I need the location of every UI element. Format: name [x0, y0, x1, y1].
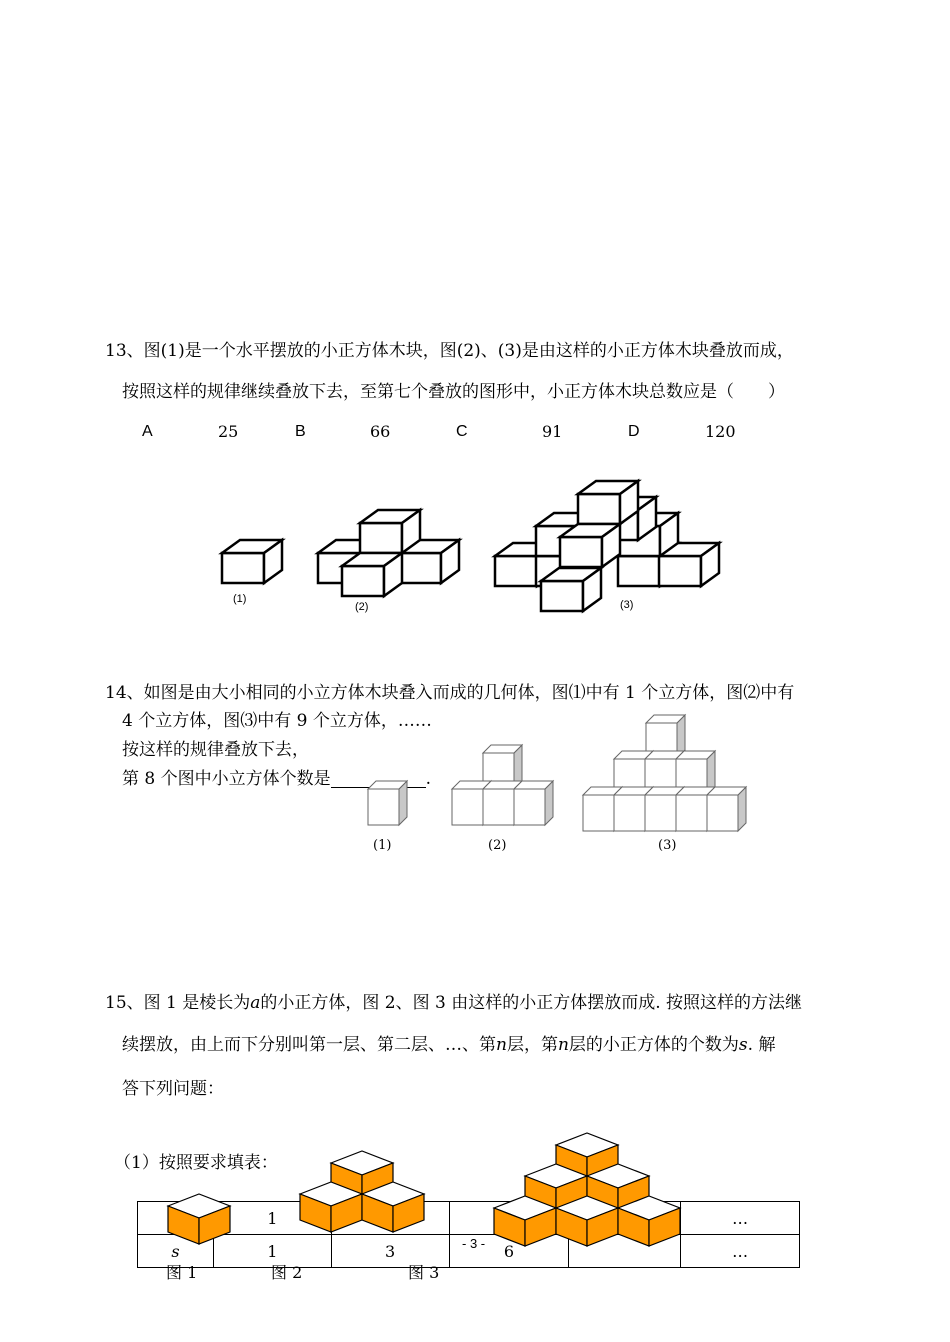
- q13-option-b-value: 66: [370, 422, 391, 441]
- q13-fig2-label: (2): [355, 601, 369, 613]
- q14-line4-end: .: [425, 769, 432, 789]
- table-cell: 6: [449, 1235, 569, 1268]
- q15-line3: 答下列问题：: [122, 1079, 224, 1099]
- q15-fig1-cube: [168, 1194, 230, 1244]
- q13-option-c-value: 91: [542, 422, 563, 441]
- q15-line2-b: 层，第: [506, 1035, 558, 1055]
- q15-var-n: n: [557, 1035, 569, 1055]
- q13-option-a-value: 25: [218, 422, 239, 441]
- q14-fig3-label: (3): [658, 838, 677, 853]
- q15-var-s: s: [738, 1035, 748, 1055]
- q14-line2: 4 个立方体，图⑶中有 9 个立方体，……: [122, 711, 432, 731]
- q15-line1-b: 的小正方体，图 2、图 3 由这样的小正方体摆放而成. 按照这样的方法继: [260, 993, 803, 1013]
- q15-line1-a: 15、图 1 是棱长为: [105, 993, 251, 1013]
- q13-fig3-label: (3): [620, 599, 634, 611]
- q13-option-a-letter: A: [142, 423, 153, 440]
- q13-fig1-label: (1): [233, 593, 247, 605]
- q14-fig2-label: (2): [488, 838, 507, 853]
- table-cell-ellipsis: …: [681, 1235, 800, 1268]
- q15-sub1: （1）按照要求填表：: [114, 1153, 278, 1173]
- q15-line2-d: . 解: [747, 1035, 776, 1055]
- q14-fig1-label: (1): [373, 838, 392, 853]
- q15-line2-a: 续摆放，由上而下分别叫第一层、第二层、…、第: [122, 1035, 496, 1055]
- q13-line1: 13、图(1)是一个水平摆放的小正方体木块，图(2)、(3)是由这样的小正方体木块叠放而成，: [105, 341, 794, 361]
- q13-line2: 按照这样的规律继续叠放下去，至第七个叠放的图形中，小正方体木块总数应是（ ）: [122, 382, 785, 402]
- q15-fig1-label: 图 1: [166, 1263, 198, 1282]
- table-cell-ellipsis: …: [681, 1202, 800, 1235]
- q13-option-b-letter: B: [295, 423, 306, 440]
- table-cell: 3: [331, 1235, 449, 1268]
- q13-option-d-letter: D: [628, 423, 640, 440]
- q14-line1: 14、如图是由大小相同的小立方体木块叠入而成的几何体，图⑴中有 1 个立方体，图⑵中有: [105, 683, 795, 703]
- q15-fig3-label: 图 3: [408, 1263, 440, 1282]
- q15-var-n: n: [496, 1035, 507, 1055]
- q15-var-a: a: [250, 993, 261, 1013]
- q15-fig2-label: 图 2: [271, 1263, 303, 1282]
- table-cell: 1: [213, 1202, 331, 1235]
- table-cell-s-label: s: [138, 1235, 214, 1268]
- q14-line3: 按这样的规律叠放下去，: [122, 740, 309, 760]
- page-number: - 3 -: [462, 1236, 486, 1251]
- q15-line2-c: 层的小正方体的个数为: [568, 1035, 739, 1055]
- table-cell: 1: [213, 1235, 331, 1268]
- q14-line4-text: 第 8 个图中小立方体个数是: [122, 769, 331, 789]
- q13-option-c-letter: C: [456, 423, 468, 440]
- q13-option-d-value: 120: [705, 422, 736, 441]
